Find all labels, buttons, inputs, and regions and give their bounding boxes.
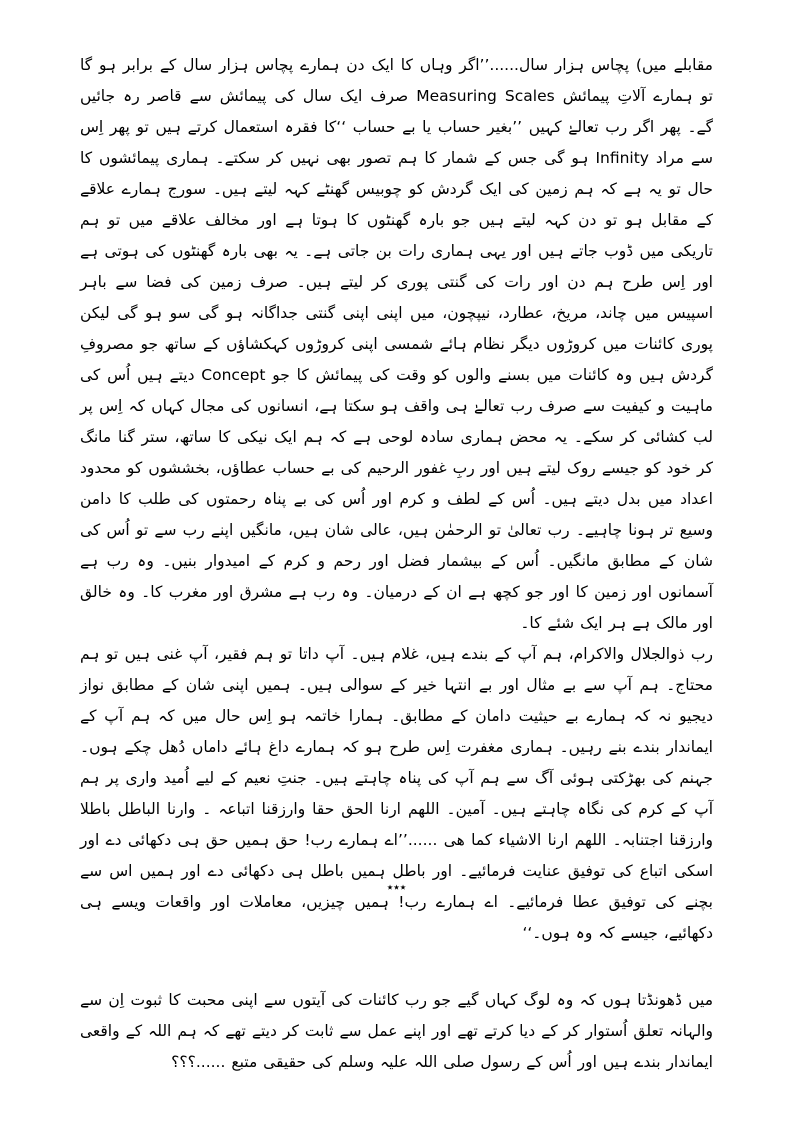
document-body (80, 50, 713, 1078)
paragraph-2: رب ذوالجلال والاکرام، ہم آپ کے بندے ہیں، غلام ہیں۔ آپ داتا تو ہم فقیر، آپ غنی ہیں تو ہم محتاج۔ ہم آپ سے بے مثال اور بے انتہا خیر کے سوالی ہیں۔ ہمیں اپنی شان کے مطابق نواز دیجیو نہ کہ ہمارے بے حیثیت دامان کے مطابق۔ ہمارا خاتمہ ہو اِس حال میں کہ ہم آپ کے ایماندار بندے بنے رہیں۔ ہماری مغفرت اِس طرح ہو کہ ہمارے داغ ہائے داماں دُھل چکے ہوں۔ جہنم کی بھڑکتی ہوئی آگ سے ہم آپ کی پناہ چاہتے ہیں۔ جنتِ نعیم کے لیے اُمید واری پر ہم آپ کے کرم کی نگاہ چاہتے ہیں۔ آمین۔ اللھم ارنا الحق حقا وارزقنا اتباعہ ۔ وارنا الباطل باطلا وارزقنا اجتنابہ۔ اللھم ارنا الاشیاء کما ھی ......’’اے ہمارے رب! حق ہمیں حق ہی دکھائی دے اور اسکی اتباع کی توفیق عنایت فرمائیے۔ اور باطل ہمیں باطل ہی دکھائی دے اور ہمیں اس سے بچنے کی توفیق عطا فرمائیے۔ اے ہمارے رب! ہمیں چیزیں، معاملات اور واقعات ویسے ہی دکھائیے، جیسے کہ وہ ہوں۔‘‘ (80, 645, 713, 942)
paragraph-3: میں ڈھونڈتا ہوں کہ وہ لوگ کہاں گیے جو رب کائنات کی آیتوں سے اپنی محبت کا ثبوت اِن سے والہانہ تعلق اُستوار کر کے دیا کرتے تھے اور اپنے عمل سے ثابت کر دیتے تھے کہ ہم اللہ کے واقعی ایماندار بندے ہیں اور اُس کے رسول صلی اللہ علیہ وسلم کی حقیقی متبع ......؟؟؟ (80, 991, 713, 1071)
section-separator: ٭٭٭ (386, 880, 407, 894)
paragraph-1: مقابلے میں) پچاس ہزار سال......’’اگر وہاں کا ایک دن ہمارے پچاس ہزار سال کے برابر ہو گا تو ہمارے آلاتِ پیمائش Measuring Scales صرف ایک سال کی پیمائش سے قاصر رہ جائیں گے۔ پھر اگر رب تعالےٰ کہیں ’’بغیر حساب یا بے حساب ‘‘کا فقرہ استعمال کرتے ہیں تو پھر اِس سے مراد Infinity ہو گی جس کے شمار کا ہم تصور بھی نہیں کر سکتے۔ ہماری پیمائشوں کا حال تو یہ ہے کہ ہم زمین کی ایک گردش کو چوبیس گھنٹے کہہ لیتے ہیں۔ سورج ہمارے علاقے کے مقابل ہو تو دن کہہ لیتے ہیں جو بارہ گھنٹوں کا ہوتا ہے اور مخالف علاقے میں تو ہم تاریکی میں ڈوب جاتے ہیں اور یہی ہماری رات بن جاتی ہے۔ یہ بھی بارہ گھنٹوں کی ہوتی ہے اور اِس طرح ہم دن اور رات کی گنتی پوری کر لیتے ہیں۔ صرف زمین کی فضا سے باہر اسپیس میں چاند، مریخ، عطارد، نیپچون، میں اپنی اپنی گنتی جداگانہ ہو گی سو ہو گی لیکن پوری کائنات میں کروڑوں دیگر نظام ہائے شمسی اپنی کروڑوں کہکشاؤں کے ساتھ جو مصروفِ گردش ہیں وہ کائنات میں بسنے والوں کو وقت کی پیمائش کا جو Concept دیتے ہیں اُس کی ماہیت و کیفیت سے صرف رب تعالےٰ ہی واقف ہو سکتا ہے، انسانوں کی مجال کہاں کہ اِس پر لب کشائی کر سکے۔ یہ محض ہماری سادہ لوحی ہے کہ ہم ایک نیکی کا ساتھ، ستر گنا مانگ کر خود کو جیسے روک لیتے ہیں اور ربِ غفور الرحیم کی بے حساب عطاؤں، بخششوں کو محدود اعداد میں بدل دیتے ہیں۔ اُس کے لطف و کرم اور اُس کی بے پناہ رحمتوں کی طلب کا دامن وسیع تر ہونا چاہیے۔ رب تعالیٰ تو الرحمٰن ہیں، عالی شان ہیں، مانگیں اپنے رب سے تو اُس کی شان کے مطابق مانگیں۔ اُس کے بیشمار فضل اور رحم و کرم کے امیدوار بنیں۔ وہ رب ہے آسمانوں اور زمین کا اور جو کچھ ہے ان کے درمیان۔ وہ رب ہے مشرق اور مغرب کا۔ وہ خالق اور مالک ہے ہر ایک شئے کا۔ (80, 56, 713, 632)
